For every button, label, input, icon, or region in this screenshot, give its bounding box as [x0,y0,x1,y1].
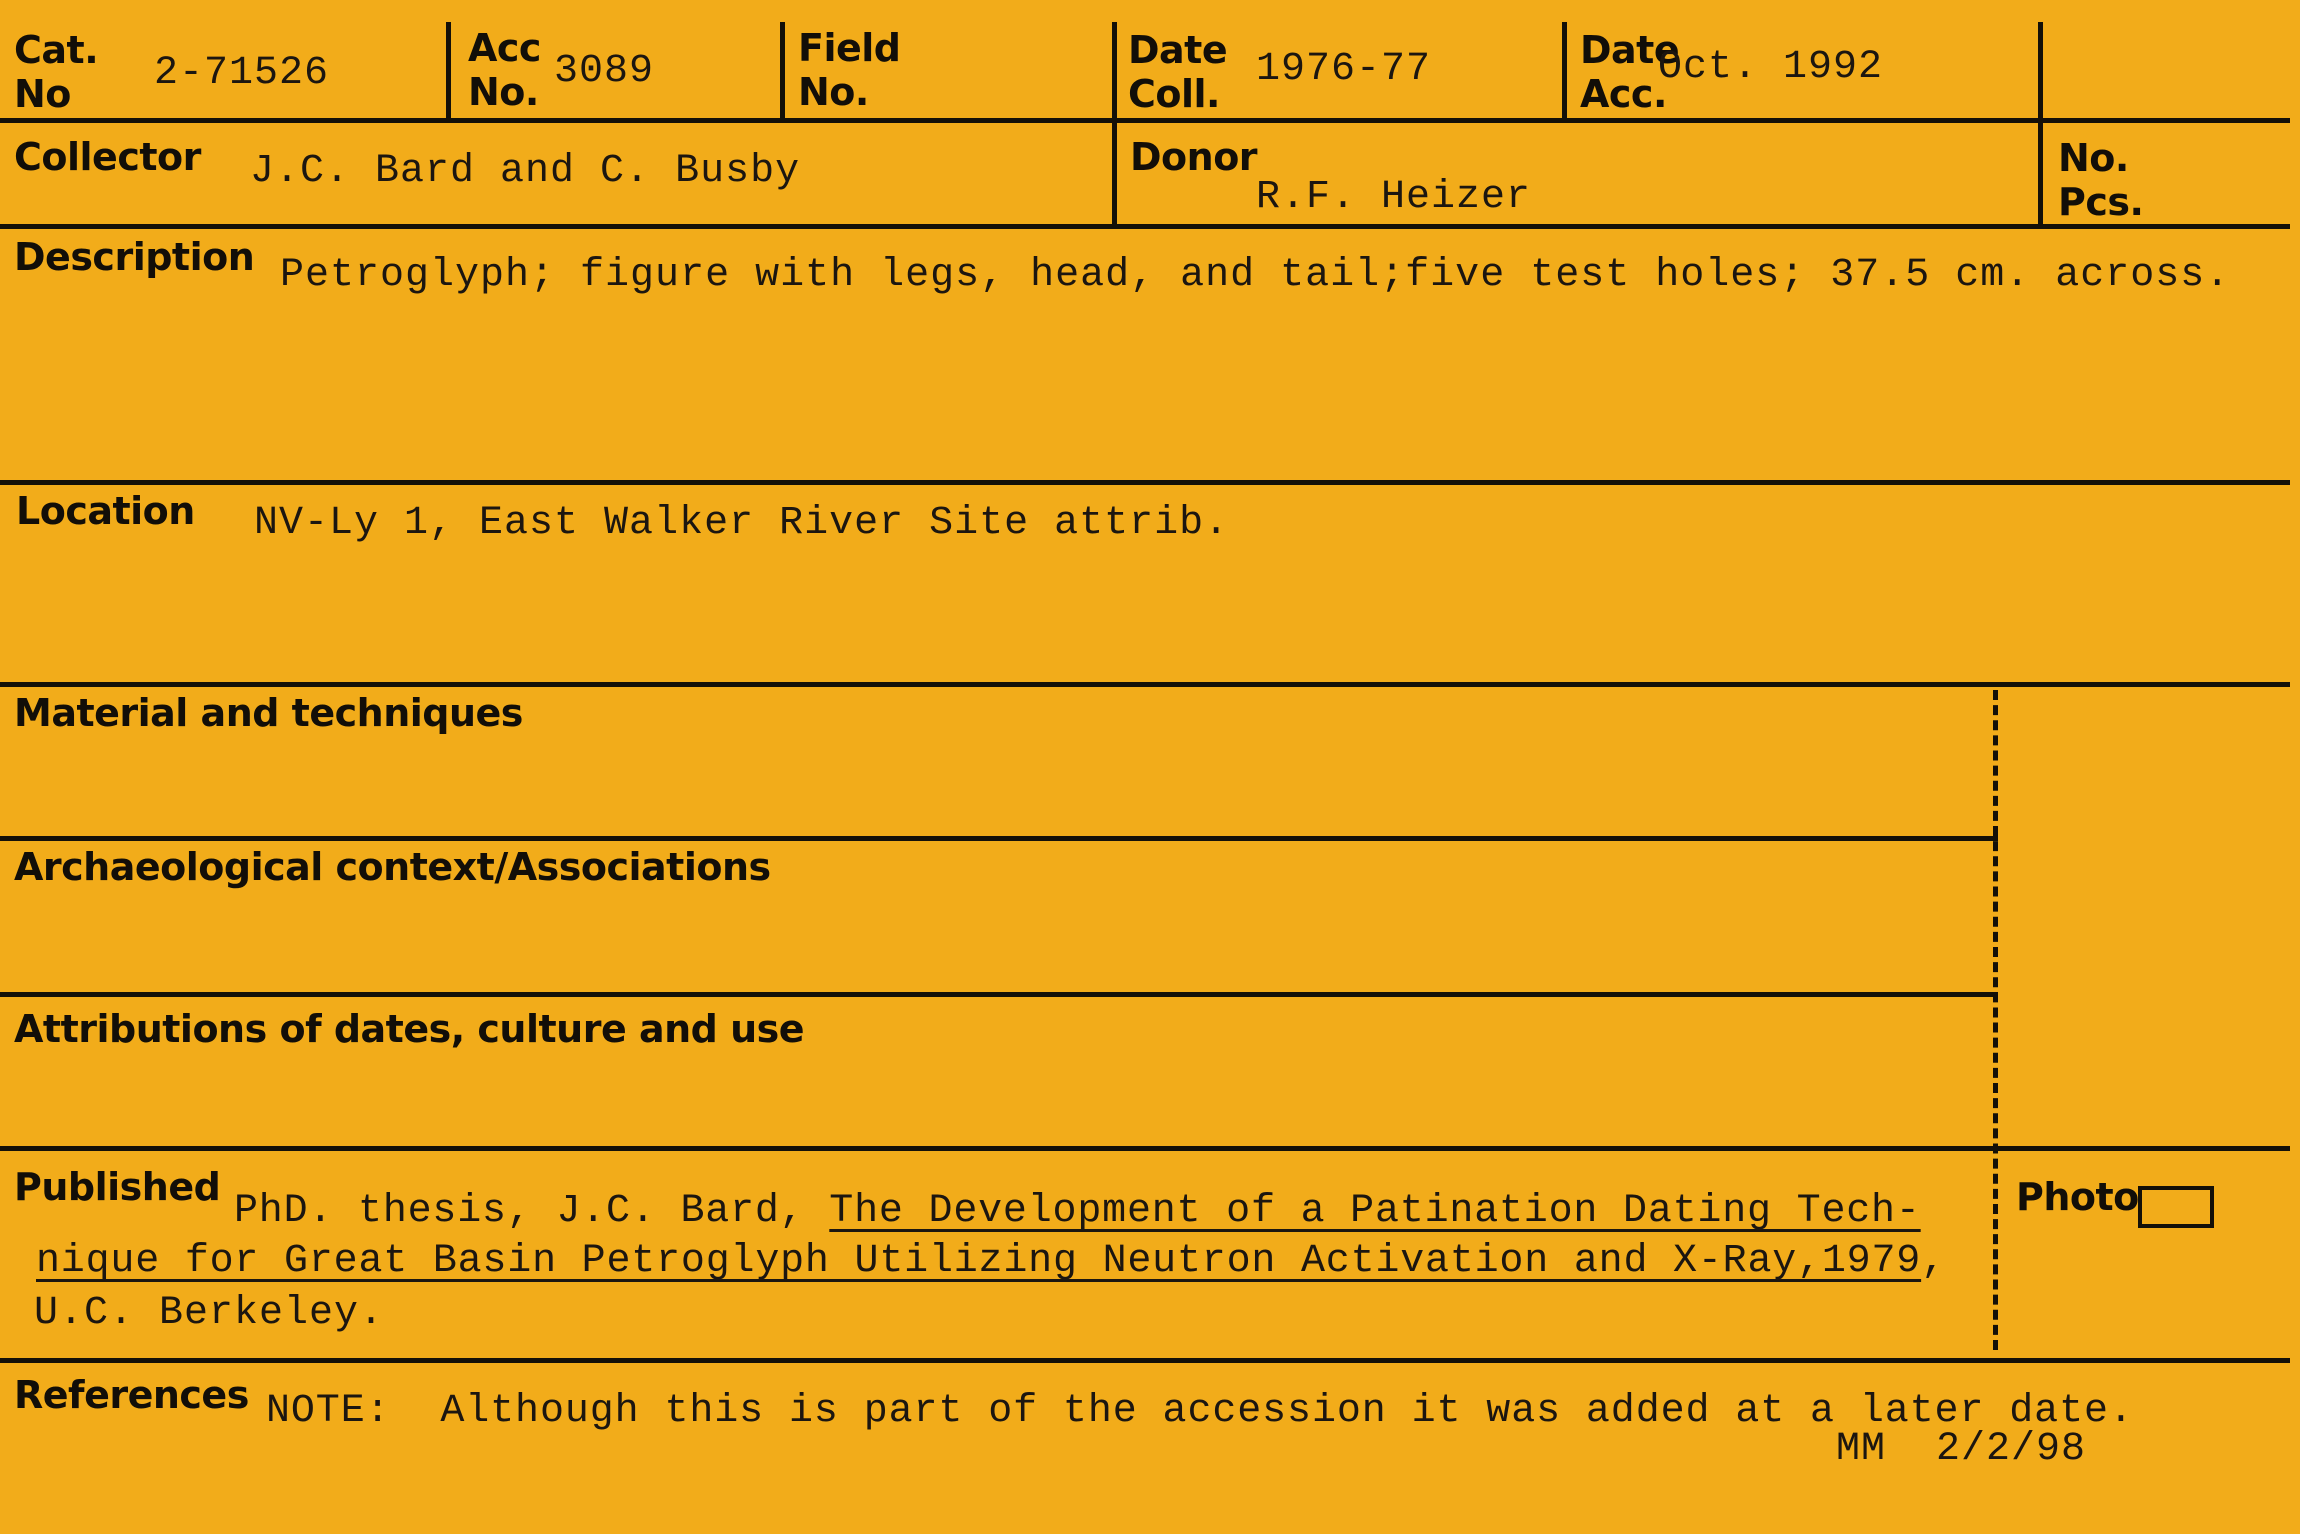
description-value: Petroglyph; figure with legs, head, and tail;five test holes; 37.5 cm. across. [280,253,2231,298]
rule-attributions-bottom [0,1146,2290,1151]
rule-v-cat-acc [446,22,451,120]
date-coll-value: 1976-77 [1256,47,1432,92]
location-value: NV-Ly 1, East Walker River Site attrib. [254,501,1230,546]
description-label: Description [14,235,255,279]
rule-published-bottom [0,1358,2290,1363]
date-coll-label: Date Coll. [1128,28,1228,116]
references-value: NOTE: Although this is part of the accession it was added at a later date. [266,1389,2134,1434]
context-label: Archaeological context/Associations [14,845,771,889]
published-label: Published [14,1165,221,1209]
published-plain: PhD. thesis, J.C. Bard, [234,1189,830,1234]
date-acc-value: Oct. 1992 [1658,45,1884,90]
acc-no-label: Acc No. [468,26,541,114]
field-no-label: Field No. [798,26,901,114]
rule-v-date-acc [1562,22,1567,120]
rule-material-bottom [0,836,1998,841]
photo-label: Photo [2016,1175,2139,1219]
rule-collector-bottom [0,224,2290,229]
collector-label: Collector [14,135,201,179]
date-acc-label: Date Acc. [1580,28,1680,116]
cat-no-label: Cat. No [14,28,99,116]
no-pcs-label: No. Pcs. [2058,136,2144,224]
rule-location-bottom [0,682,2290,687]
rule-description-bottom [0,480,2290,485]
attributions-label: Attributions of dates, culture and use [14,1007,805,1051]
acc-no-value: 3089 [554,49,655,94]
rule-context-bottom [0,992,1998,997]
published-line-3: U.C. Berkeley. [34,1291,385,1336]
rule-top-row-bottom [0,118,2290,123]
references-initials: MM 2/2/98 [1836,1427,2087,1472]
published-title-part-1: The Development of a Patination Dating Tech- [829,1189,1921,1234]
published-line-1 [234,1188,1921,1236]
donor-label: Donor [1130,135,1258,179]
published-line-2 [36,1238,1946,1286]
photo-checkbox [2138,1186,2214,1228]
rule-v-field-date [1112,22,1117,228]
rule-v-right-column [2038,22,2043,228]
material-label: Material and techniques [14,691,523,735]
collector-value: J.C. Bard and C. Busby [250,149,801,194]
references-label: References [14,1373,249,1417]
location-label: Location [16,489,195,533]
rule-v-acc-field [780,22,785,120]
rule-dashed-right [1993,690,1998,1350]
published-comma: , [1921,1239,1946,1284]
cat-no-value: 2-71526 [154,51,330,96]
donor-value: R.F. Heizer [1256,175,1532,220]
published-title-part-2: nique for Great Basin Petroglyph Utilizing Neutron Activation and X-Ray,1979 [36,1239,1922,1284]
